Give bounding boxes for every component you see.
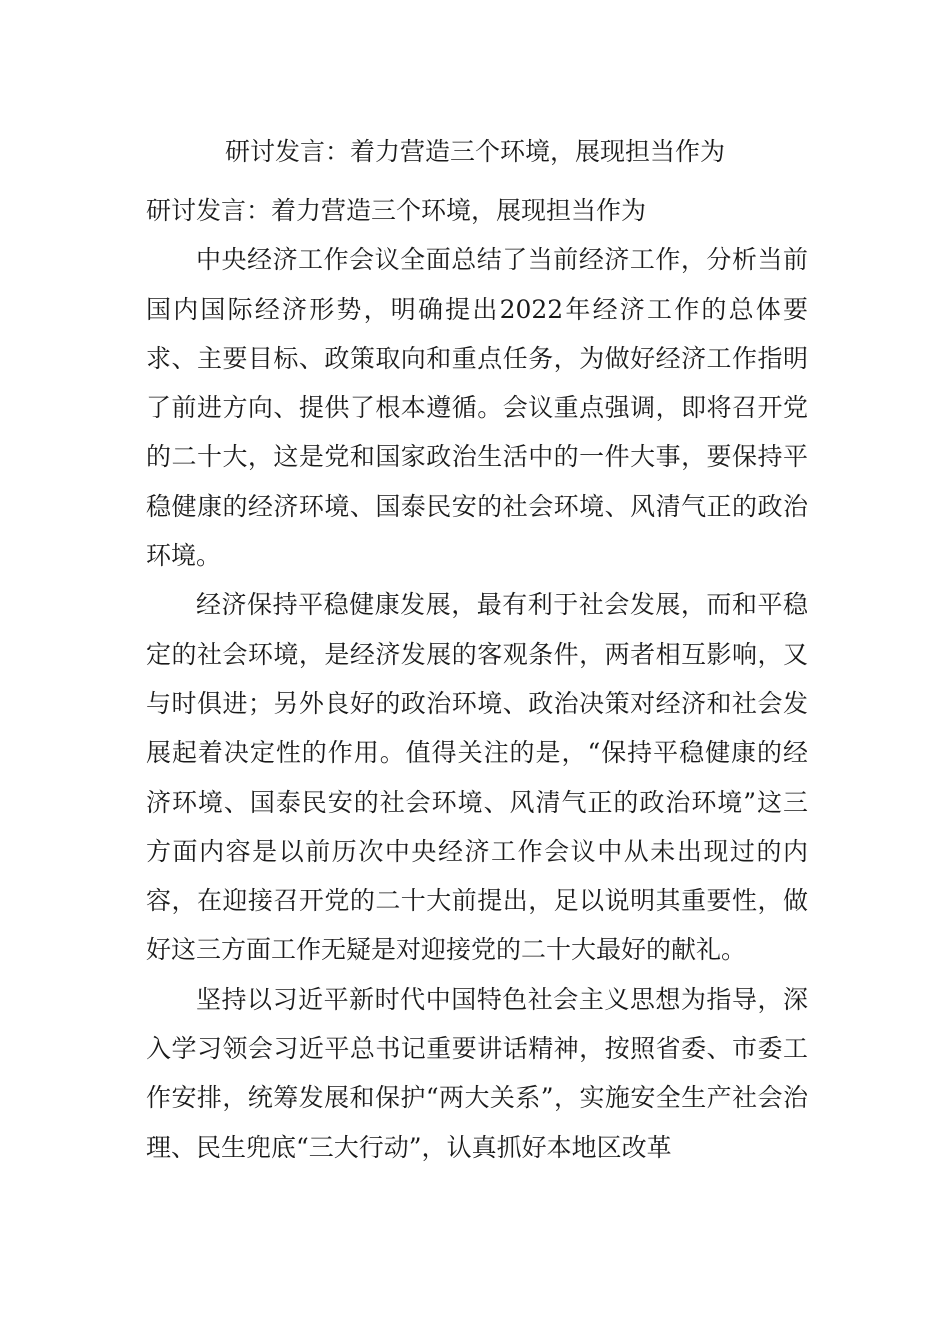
paragraph: 经济保持平稳健康发展，最有利于社会发展，而和平稳定的社会环境，是经济发展的客观条件，两者相互影响，又与时俱进；另外良好的政治环境、政治决策对经济和社会发展起着决定性的作用。值得关注的是，“保持平稳健康的经济环境、国泰民安的社会环境、风清气正的政治环境”这三方面内容是以前历次中央经济工作会议中从未出现过的内容，在迎接召开党的二十大前提出，足以说明其重要性，做好这三方面工作无疑是对迎接党的二十大最好的献礼。 [146,590,808,965]
paragraph: 坚持以习近平新时代中国特色社会主义思想为指导，深入学习领会习近平总书记重要讲话精神，按照省委、市委工作安排，统筹发展和保护“两大关系”，实施安全生产社会治理、民生兜底“三大行动”，认真抓好本地区改革 [146,984,808,1162]
document-body [146,186,808,1172]
document-subtitle: 研讨发言：着力营造三个环境，展现担当作为 [146,196,647,225]
paragraph: 中央经济工作会议全面总结了当前经济工作，分析当前国内国际经济形势，明确提出2022年经济工作的总体要求、主要目标、政策取向和重点任务，为做好经济工作指明了前进方向、提供了根本遵循。会议重点强调，即将召开党的二十大，这是党和国家政治生活中的一件大事，要保持平稳健康的经济环境、国泰民安的社会环境、风清气正的政治环境。 [146,245,808,571]
document-title: 研讨发言：着力营造三个环境，展现担当作为 [224,137,725,166]
